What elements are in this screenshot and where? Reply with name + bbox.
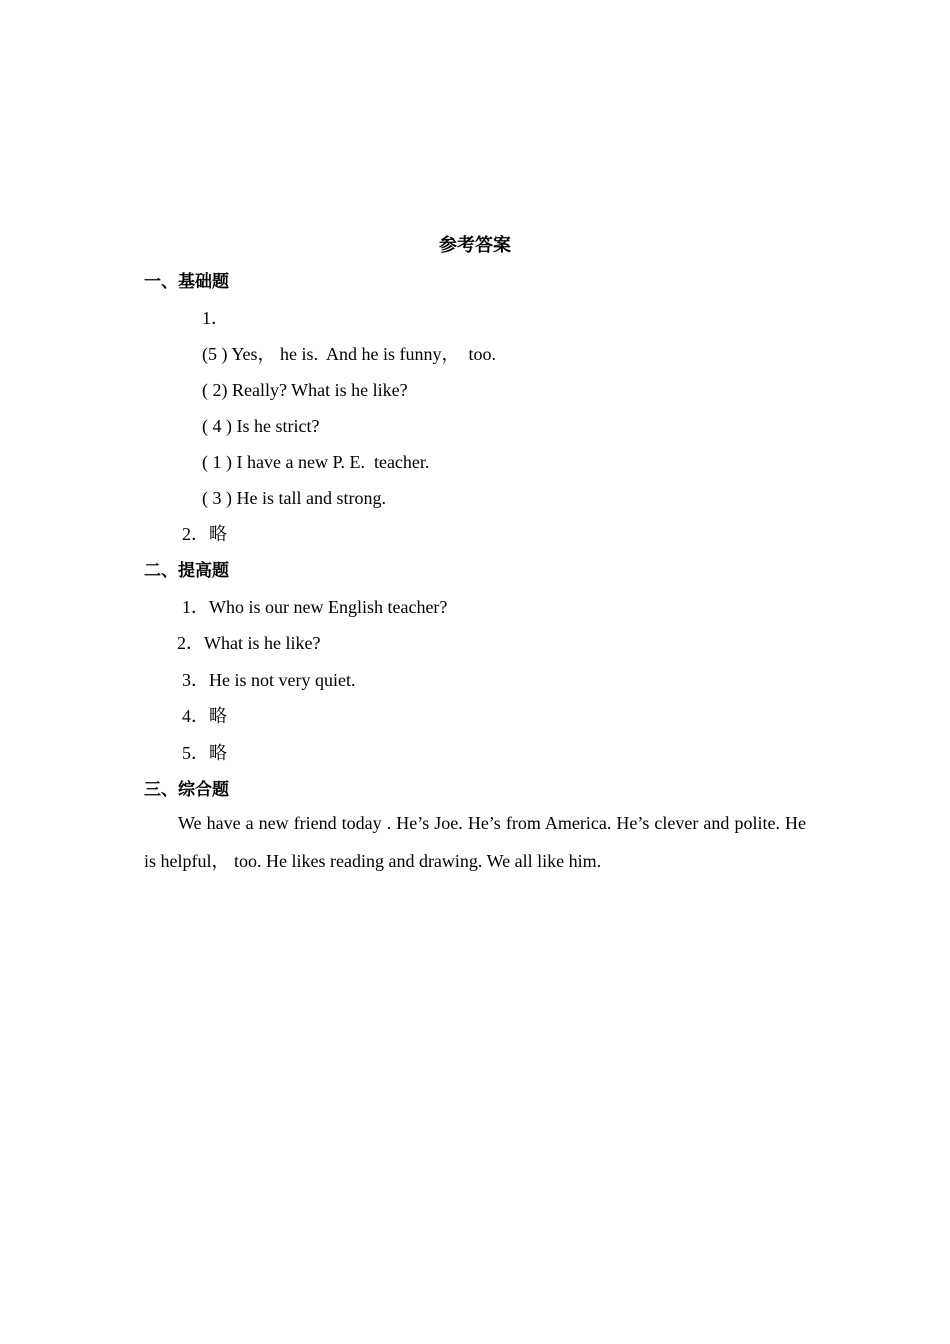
advanced-answer-4: 4．略 bbox=[182, 706, 227, 726]
dialogue-line-1: (5 ) Yes， he is. And he is funny， too. bbox=[202, 344, 497, 364]
dialogue-line-4: ( 1 ) I have a new P. E. teacher. bbox=[202, 452, 430, 472]
section-basic-heading: 一、基础题 bbox=[144, 272, 229, 292]
page-title: 参考答案 bbox=[439, 235, 511, 256]
comprehensive-paragraph: We have a new friend today . He’s Joe. He’s from America. He’s clever and polite. He is helpful， too. He likes reading and drawing. We all like him. bbox=[144, 813, 806, 871]
advanced-answer-1: 1．Who is our new English teacher? bbox=[182, 597, 448, 617]
section-advanced-heading: 二、提高题 bbox=[144, 561, 229, 581]
advanced-answer-3: 3．He is not very quiet. bbox=[182, 670, 356, 690]
dialogue-line-5: ( 3 ) He is tall and strong. bbox=[202, 488, 386, 508]
question-1-label: 1． bbox=[202, 308, 229, 328]
section-comprehensive-heading: 三、综合题 bbox=[144, 780, 229, 800]
dialogue-line-2: ( 2) Really? What is he like? bbox=[202, 380, 408, 400]
advanced-answer-2: 2．What is he like? bbox=[177, 633, 321, 653]
advanced-answer-5: 5．略 bbox=[182, 743, 227, 763]
dialogue-line-3: ( 4 ) Is he strict? bbox=[202, 416, 320, 436]
question-2-answer: 2．略 bbox=[182, 524, 227, 544]
